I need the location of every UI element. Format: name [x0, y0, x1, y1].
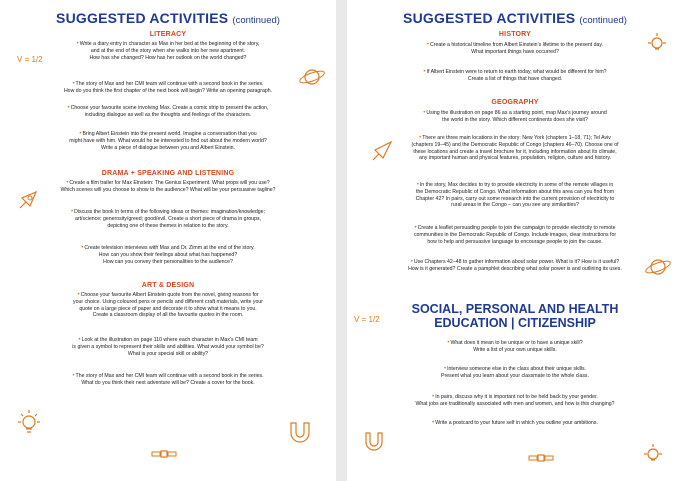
pshe-title-line2: EDUCATION | CITIZENSHIP — [434, 316, 596, 330]
activity-item: •Look at the illustration on page 110 where each character in Max's CMI team is given a symbol to represent their skills and abilities. What would your symbol be? What is your special skill or ability? — [72, 337, 264, 357]
activity-item: •The story of Max and her CMI team will continue with a second book in the series. What do you think their next adventure will be? Create a cover for the book. — [72, 373, 264, 386]
bulb-icon — [643, 30, 671, 58]
section-heading-history: HISTORY — [498, 31, 532, 38]
bullet-icon: • — [76, 41, 79, 47]
magnet-icon — [283, 415, 317, 449]
formula-doodle-text: V = 1/2 — [17, 55, 43, 64]
bullet-icon: • — [447, 340, 450, 346]
bullet-icon: • — [81, 245, 84, 251]
section-heading-geography: GEOGRAPHY — [491, 99, 539, 106]
right-page — [347, 0, 683, 481]
bulb-icon — [12, 406, 46, 440]
bullet-icon: • — [71, 209, 74, 215]
bullet-icon: • — [66, 180, 69, 186]
pshe-title-line1: SOCIAL, PERSONAL AND HEALTH — [411, 302, 619, 316]
activity-item: •Create a historical timeline from Albert Einstein's lifetime to the present day. What important things have occurred? — [426, 42, 604, 55]
satellite-icon — [527, 444, 555, 472]
activity-item: •If Albert Einstein were to return to earth today, what would be different for him? Create a list of things that have changed. — [423, 69, 607, 82]
activity-item: •Create television interviews with Max and Dr. Zimm at the end of the story. How can you show their feelings about what has happened? How can you convey their personalities to the audience? — [81, 245, 255, 265]
bullet-icon: • — [426, 42, 430, 48]
activity-item: •Using the illustration on page 86 as a starting point, map Max's journey around the world in the story. Which different continents does she visit? — [423, 110, 607, 123]
section-heading-drama: DRAMA + SPEAKING AND LISTENING — [101, 170, 235, 177]
magnet-icon — [359, 426, 389, 456]
activity-item: •Discuss the book in terms of the following ideas or themes: imagination/knowledge; art/science; generosity/greed; good/evil. Create a short piece of drama in groups, depicting one of these themes in relation to the story. — [71, 209, 265, 229]
activity-item: •Create a film trailer for Max Einstein: The Genius Experiment. What props will you use? Which scenes will you choose to show to the audience? What will be your persuasive tagline? — [60, 180, 276, 193]
bullet-icon: • — [432, 420, 435, 426]
section-heading-literacy: LITERACY — [149, 31, 187, 38]
bullet-icon: • — [77, 292, 80, 298]
bullet-icon: • — [79, 131, 82, 137]
activity-item: •In pairs, discuss why it is important not to be held back by your gender. What jobs are traditionally associated with men and women, and how is this changing? — [415, 394, 615, 407]
activity-item: •What does it mean to be unique or to have a unique skill? Write a list of your own unique skills. — [447, 340, 583, 353]
activity-item: •Choose your favourite Albert Einstein quote from the novel, giving reasons for your choice. Using coloured pens or pencils and different craft materials, write your quote on a large piece of paper and decorate it to show what it means to you. Create a classroom display of all the favourite quotes in the room. — [73, 292, 263, 319]
activity-item: •The story of Max and her CMI team will continue with a second book in the series. How do you think the first chapter of the next book will begin? Write an opening paragraph. — [63, 81, 273, 94]
activity-item: •There are three main locations in the story: New York (chapters 1–18, 71); Tel Aviv (chapters 19–45) and the Democratic Republic of Congo (chapters 46–70). Choose one of these locations and create a travel brochure for it, including information about its climate, any important human and physical features, population, religion, culture and history. — [411, 135, 619, 162]
activity-item: •Interview someone else in the class about their unique skills. Present what you learn about your classmate to the whole class. — [441, 366, 589, 379]
bullet-icon: • — [416, 182, 419, 188]
rocket-icon — [16, 188, 40, 212]
planet-icon — [643, 252, 673, 282]
activity-item: •Choose your favourite scene involving Max. Create a comic strip to present the action, including dialogue as well as the thoughts and feelings of the characters. — [67, 105, 269, 118]
bullet-icon: • — [443, 366, 447, 372]
bullet-icon: • — [423, 69, 426, 75]
planet-icon — [297, 62, 327, 92]
activity-item: •Use Chapters 42–48 to gather information about solar power. What is it? How is it useful? How is it generated? Create a pamphlet describing what solar power is and outlining its uses. — [408, 259, 622, 272]
bullet-icon: • — [78, 337, 81, 343]
bullet-icon: • — [423, 110, 426, 116]
formula-doodle-text: V = 1/2 — [354, 315, 380, 324]
activity-item: •Write a diary entry in character as Max in her bed at the beginning of the story, and at the end of the story when she walks into her new apartment. How has she changed? How has her outlook on the world changed? — [76, 41, 260, 61]
activity-item: •Write a postcard to your future self in which you outline your ambitions. — [432, 420, 598, 426]
bulb-icon — [638, 440, 668, 470]
formula-doodle-icon — [353, 310, 379, 328]
page-title-text: SUGGESTED ACTIVITIES — [403, 10, 576, 26]
rocket-icon — [369, 138, 395, 164]
satellite-icon — [150, 440, 178, 468]
activity-item: •In the story, Max decides to try to provide electricity in some of the remote villages in the Democratic Republic of Congo. What information about this area can you find from Chapter 42? In pairs, carry out some research into the current provision of electricity to rural areas in the Congo – can you see any similarities? — [415, 182, 615, 209]
page-title-text: SUGGESTED ACTIVITIES — [56, 10, 229, 26]
page-title — [347, 10, 683, 26]
bullet-icon: • — [432, 394, 435, 400]
page-title-suffix: (continued) — [579, 15, 627, 26]
bullet-icon: • — [67, 105, 70, 111]
bullet-icon: • — [72, 373, 75, 379]
left-page — [0, 0, 336, 481]
page-title — [0, 10, 336, 26]
bullet-icon: • — [72, 81, 75, 87]
bullet-icon: • — [419, 135, 422, 141]
activity-item: •Create a leaflet persuading people to join the campaign to provide electricity to remote communities in the Democratic Republic of Congo. Include images, clear instructions for how to help and persuasive language to encourage people to join the cause. — [413, 225, 617, 245]
activity-item: •Bring Albert Einstein into the present world. Imagine a conversation that you might have with him. What would he be interested to find out about the modern world? Write a piece of dialogue between you and Albert Einstein. — [69, 131, 267, 151]
bullet-icon: • — [410, 259, 413, 265]
bullet-icon: • — [414, 225, 417, 231]
section-heading-art: ART & DESIGN — [141, 282, 195, 289]
pshe-title — [347, 302, 683, 330]
formula-doodle-icon — [16, 50, 43, 68]
page-title-suffix: (continued) — [232, 15, 280, 26]
